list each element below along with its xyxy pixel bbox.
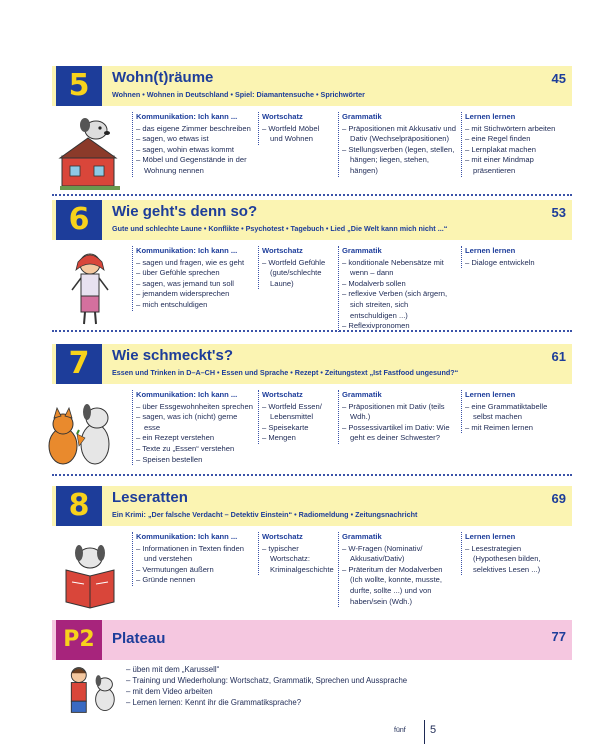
unit-body — [52, 106, 572, 202]
lernen-column — [461, 532, 565, 575]
list-item: – Wortfeld Essen/ Lebensmittel — [262, 402, 334, 423]
dotted-divider — [52, 194, 572, 196]
list-item: – Vermutungen äußern — [136, 565, 254, 576]
grammatik-column — [338, 390, 457, 444]
list-item: – üben mit dem „Karussell“ — [126, 664, 407, 675]
list-item: – Speisekarte — [262, 423, 334, 434]
dog-reading-illustration — [56, 536, 124, 614]
list-item: – sagen, was jemand tun soll — [136, 279, 254, 290]
list-item: – Präpositionen mit Dativ (teils Wdh.) — [342, 402, 457, 423]
list-item: – sagen und fragen, wie es geht — [136, 258, 254, 269]
dotted-divider — [52, 330, 572, 332]
lernen-column — [461, 246, 565, 268]
list-item: – Reflexivpronomen — [342, 321, 457, 332]
list-item: – Mengen — [262, 433, 334, 444]
list-item: – Informationen in Texten finden und verstehen — [136, 544, 254, 565]
unit-header — [52, 486, 572, 526]
column-heading: Lernen lernen — [465, 532, 516, 541]
column-heading: Grammatik — [342, 390, 382, 399]
column-heading: Grammatik — [342, 112, 382, 121]
plateau-p2 — [52, 620, 572, 720]
unit-body — [52, 240, 572, 336]
unit-header — [52, 66, 572, 106]
unit-page-number: 45 — [551, 71, 566, 86]
list-item: – mit Stichwörtern arbeiten — [465, 124, 565, 135]
column-heading: Wortschatz — [262, 246, 303, 255]
list-item: – ein Rezept verstehen — [136, 433, 254, 444]
column-heading: Lernen lernen — [465, 390, 516, 399]
unit-6 — [52, 200, 572, 336]
plateau-title: Plateau — [112, 630, 166, 647]
kommunikation-column — [132, 532, 254, 586]
unit-body — [52, 384, 572, 480]
column-heading: Lernen lernen — [465, 112, 516, 121]
list-item: – Gründe nennen — [136, 575, 254, 586]
list-item: – Stellungsverben (legen, stellen, hängen; liegen, stehen, hängen) — [342, 145, 457, 177]
list-item: – jemandem widersprechen — [136, 289, 254, 300]
list-item: – Präteritum der Modalverben (Ich wollte, konnte, musste, durfte, sollte ...) und von haben/sein (Wdh.) — [342, 565, 457, 607]
wortschatz-column — [258, 390, 334, 444]
list-item: – W-Fragen (Nominativ/ Akkusativ/Dativ) — [342, 544, 457, 565]
list-item: – Wortfeld Gefühle (gute/schlechte Laune) — [262, 258, 334, 290]
list-item: – Lernen lernen: Kennt ihr die Grammatiksprache? — [126, 697, 407, 708]
plateau-list — [126, 664, 407, 708]
unit-subtitle: Wohnen • Wohnen in Deutschland • Spiel: Diamantensuche • Sprichwörter — [112, 90, 365, 99]
cat-dog-illustration — [40, 394, 120, 472]
list-item: – eine Grammatiktabelle selbst machen — [465, 402, 565, 423]
list-item: – mich entschuldigen — [136, 300, 254, 311]
column-heading: Kommunikation: Ich kann ... — [136, 390, 238, 399]
column-heading: Kommunikation: Ich kann ... — [136, 112, 238, 121]
grammatik-column — [338, 246, 457, 332]
column-heading: Grammatik — [342, 532, 382, 541]
unit-number: 7 — [56, 344, 102, 384]
list-item: – Möbel und Gegenstände in der Wohnung nennen — [136, 155, 254, 176]
list-item: – Lernplakat machen — [465, 145, 565, 156]
dotted-divider — [52, 474, 572, 476]
list-item: – Dialoge entwickeln — [465, 258, 565, 269]
plateau-number: P2 — [56, 620, 102, 660]
grammatik-column — [338, 112, 457, 177]
unit-7 — [52, 344, 572, 480]
list-item: – sagen, wo etwas ist — [136, 134, 254, 145]
kids-dog-illustration — [56, 662, 124, 718]
list-item: – Präpositionen mit Akkusativ und Dativ (Wechselpräpositionen) — [342, 124, 457, 145]
list-item: – sagen, was ich (nicht) gerne esse — [136, 412, 254, 433]
unit-body — [52, 526, 572, 622]
girl-illustration — [56, 250, 124, 328]
kommunikation-column — [132, 112, 254, 177]
page-word: fünf — [394, 727, 406, 734]
column-heading: Lernen lernen — [465, 246, 516, 255]
unit-title: Wie geht's denn so? — [112, 203, 258, 220]
unit-title: Wie schmeckt's? — [112, 347, 233, 364]
unit-page-number: 69 — [551, 491, 566, 506]
column-heading: Wortschatz — [262, 112, 303, 121]
unit-title: Leseratten — [112, 489, 188, 506]
page-footer — [380, 720, 440, 744]
unit-header — [52, 200, 572, 240]
list-item: – konditionale Nebensätze mit wenn – dann — [342, 258, 457, 279]
column-heading: Grammatik — [342, 246, 382, 255]
unit-5 — [52, 66, 572, 202]
unit-page-number: 61 — [551, 349, 566, 364]
kommunikation-column — [132, 246, 254, 311]
wortschatz-column — [258, 112, 334, 145]
list-item: – Speisen bestellen — [136, 455, 254, 466]
unit-number: 6 — [56, 200, 102, 240]
list-item: – Training und Wiederholung: Wortschatz, Grammatik, Sprechen und Aussprache — [126, 675, 407, 686]
lernen-column — [461, 112, 565, 177]
unit-number: 8 — [56, 486, 102, 526]
column-heading: Kommunikation: Ich kann ... — [136, 532, 238, 541]
unit-header — [52, 344, 572, 384]
unit-subtitle: Ein Krimi: „Der falsche Verdacht – Detektiv Einstein“ • Radiomeldung • Zeitungsnachricht — [112, 510, 418, 519]
list-item: – Modalverb sollen — [342, 279, 457, 290]
unit-8 — [52, 486, 572, 622]
list-item: – mit Reimen lernen — [465, 423, 565, 434]
unit-subtitle: Gute und schlechte Laune • Konflikte • Psychotest • Tagebuch • Lied „Die Welt kann mich nicht ...“ — [112, 224, 448, 233]
unit-page-number: 53 — [551, 205, 566, 220]
column-heading: Kommunikation: Ich kann ... — [136, 246, 238, 255]
unit-title: Wohn(t)räume — [112, 69, 214, 86]
column-heading: Wortschatz — [262, 390, 303, 399]
list-item: – Possessivartikel im Dativ: Wie geht es deiner Schwester? — [342, 423, 457, 444]
list-item: – reflexive Verben (sich ärgern, sich streiten, sich entschuldigen ...) — [342, 289, 457, 321]
list-item: – über Gefühle sprechen — [136, 268, 254, 279]
list-item: – typischer Wortschatz: Kriminalgeschichte — [262, 544, 334, 576]
column-heading: Wortschatz — [262, 532, 303, 541]
list-item: – sagen, wohin etwas kommt — [136, 145, 254, 156]
wortschatz-column — [258, 532, 334, 575]
list-item: – Texte zu „Essen“ verstehen — [136, 444, 254, 455]
lernen-column — [461, 390, 565, 433]
list-item: – eine Regel finden — [465, 134, 565, 145]
grammatik-column — [338, 532, 457, 607]
list-item: – über Essgewohnheiten sprechen — [136, 402, 254, 413]
footer-divider — [424, 720, 425, 744]
list-item: – Lesestrategien (Hypothesen bilden, selektives Lesen ...) — [465, 544, 565, 576]
list-item: – mit einer Mindmap präsentieren — [465, 155, 565, 176]
page-number: 5 — [430, 724, 437, 736]
list-item: – Wortfeld Möbel und Wohnen — [262, 124, 334, 145]
wortschatz-column — [258, 246, 334, 289]
unit-number: 5 — [56, 66, 102, 106]
dog-house-illustration — [56, 116, 124, 194]
list-item: – mit dem Video arbeiten — [126, 686, 407, 697]
plateau-body — [52, 660, 572, 720]
unit-subtitle: Essen und Trinken in D–A–CH • Essen und Sprache • Rezept • Zeitungstext „Ist Fastfood ungesund?“ — [112, 368, 459, 377]
plateau-page-number: 77 — [551, 629, 566, 644]
list-item: – das eigene Zimmer beschreiben — [136, 124, 254, 135]
plateau-header — [52, 620, 572, 660]
kommunikation-column — [132, 390, 254, 465]
